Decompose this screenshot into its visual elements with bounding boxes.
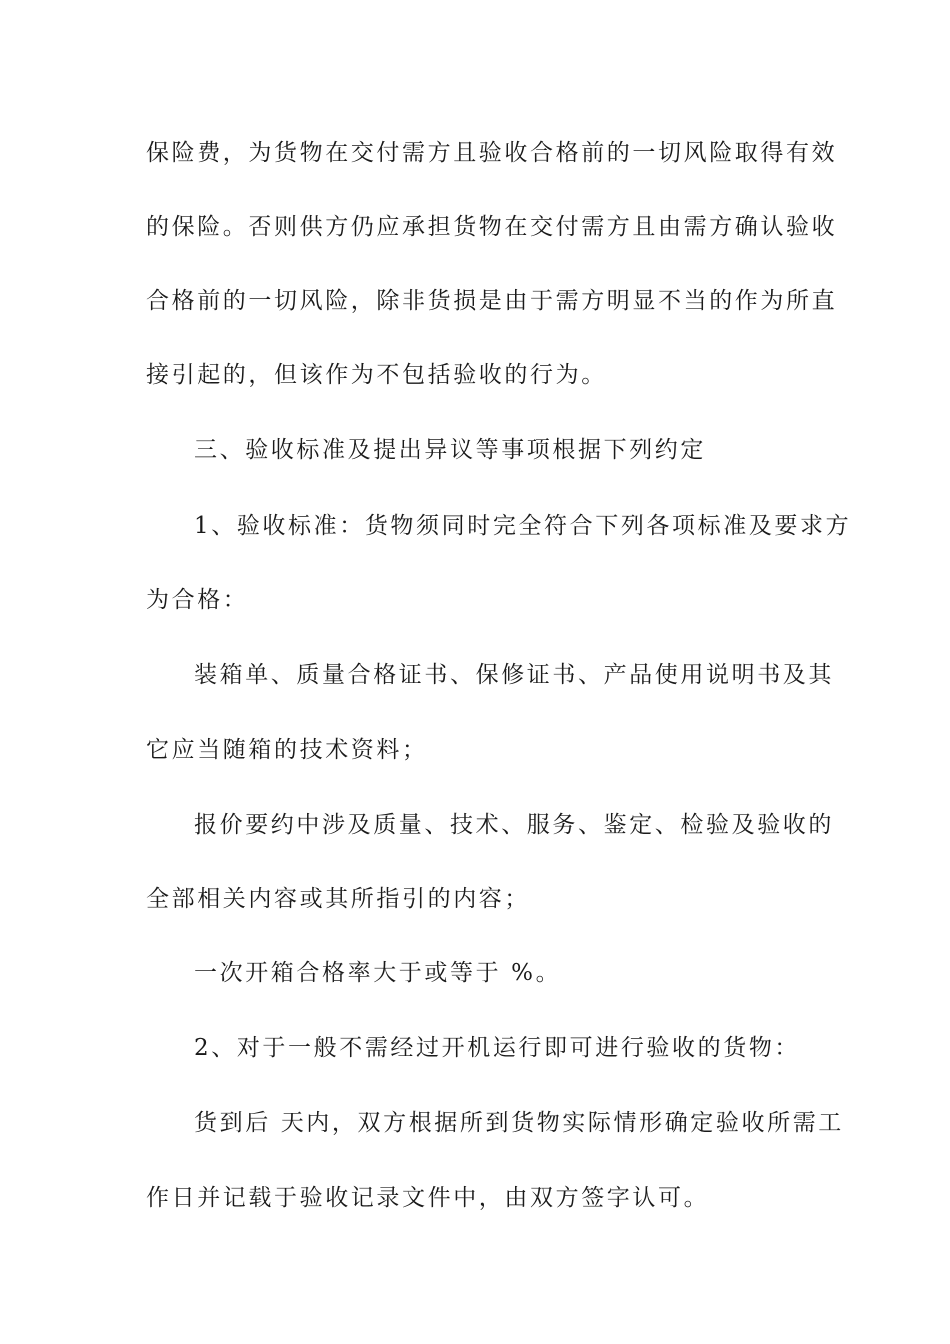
text-line-8: 装箱单、质量合格证书、保修证书、产品使用说明书及其: [194, 662, 834, 688]
text-line-14: 货到后 天内，双方根据所到货物实际情形确定验收所需工: [194, 1110, 844, 1136]
text-line-11: 全部相关内容或其所指引的内容；: [146, 886, 530, 912]
text-line-10: 报价要约中涉及质量、技术、服务、鉴定、检验及验收的: [194, 812, 834, 838]
text-line-4: 接引起的，但该作为不包括验收的行为。: [146, 362, 607, 388]
text-line-7: 为合格：: [146, 587, 249, 613]
text-line-2: 的保险。否则供方仍应承担货物在交付需方且由需方确认验收: [146, 214, 838, 240]
section-heading: 三、验收标准及提出异议等事项根据下列约定: [194, 437, 706, 463]
text-line-3: 合格前的一切风险，除非货损是由于需方明显不当的作为所直: [146, 288, 838, 314]
text-line-13: 2、对于一般不需经过开机运行即可进行验收的货物：: [194, 1035, 801, 1061]
text-line-1: 保险费，为货物在交付需方且验收合格前的一切风险取得有效: [146, 140, 838, 166]
text-line-12: 一次开箱合格率大于或等于 %。: [194, 960, 562, 986]
text-line-15: 作日并记载于验收记录文件中，由双方签字认可。: [146, 1185, 710, 1211]
text-line-9: 它应当随箱的技术资料；: [146, 737, 428, 763]
text-line-6: 1、验收标准：货物须同时完全符合下列各项标准及要求方: [194, 513, 852, 539]
